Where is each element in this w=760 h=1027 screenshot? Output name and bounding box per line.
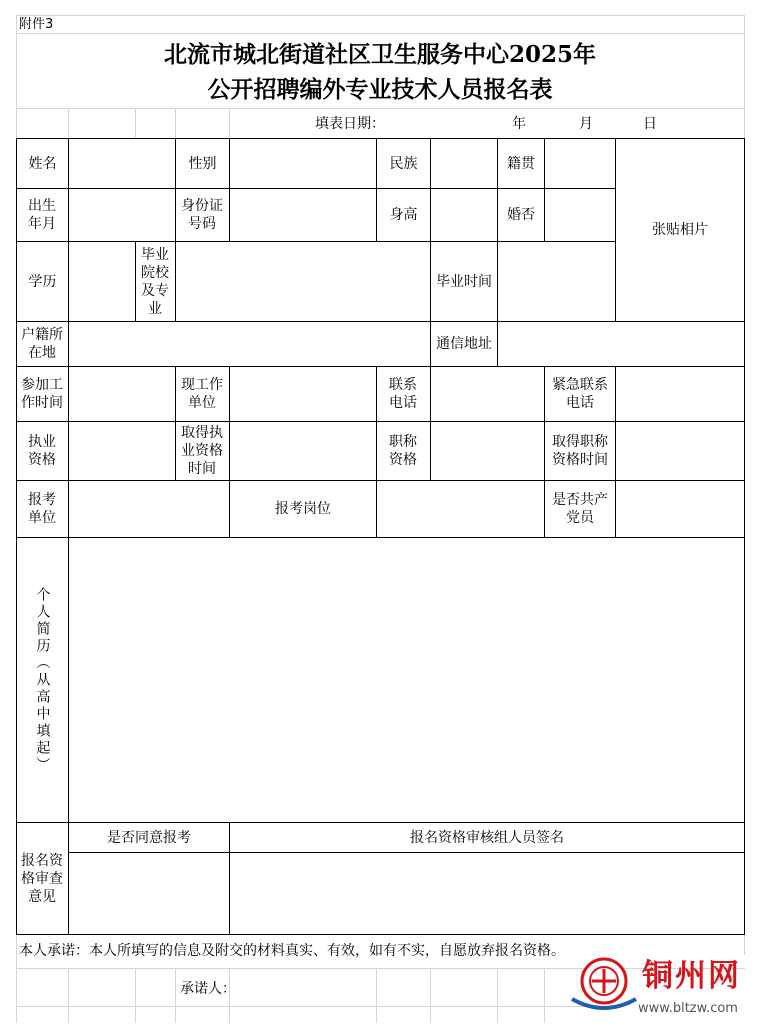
table-border <box>376 366 377 537</box>
label-current-employer: 现工作单位 <box>181 377 223 411</box>
grid-line <box>229 108 230 138</box>
label-ethnicity: 民族 <box>389 155 418 172</box>
watermark-brand: 铜州网 <box>642 958 741 994</box>
table-border <box>135 241 136 321</box>
table-border <box>68 852 745 853</box>
table-border <box>544 366 545 537</box>
grid-line <box>497 968 498 1023</box>
label-education: 学历 <box>28 273 57 290</box>
site-watermark <box>568 955 760 1023</box>
form-title-line-2: 公开招聘编外专业技术人员报名表 <box>207 76 553 103</box>
label-address: 通信地址 <box>436 336 492 352</box>
table-border <box>16 421 745 422</box>
resume-label-cell <box>17 538 68 822</box>
date-month: 月 <box>579 116 593 132</box>
form-title-line-1: 北流市城北街道社区卫生服务中心2025年 <box>163 41 596 68</box>
table-border <box>16 241 616 242</box>
table-border <box>16 366 745 367</box>
label-resume: 个人简历（从高中填起） <box>34 586 51 774</box>
label-id-number: 身份证号码 <box>181 198 223 232</box>
grid-line <box>430 968 431 1023</box>
table-border <box>615 366 616 537</box>
label-marital: 婚否 <box>507 207 535 223</box>
grid-line <box>16 33 745 34</box>
pledge-statement: 本人承诺：本人所填写的信息及附交的材料真实、有效，如有不实，自愿放弃报名资格。 <box>19 943 565 959</box>
table-border <box>16 321 745 322</box>
label-school-major: 毕业院校及专业 <box>141 246 169 317</box>
grid-line <box>16 108 745 109</box>
label-apply-unit: 报考单位 <box>28 492 56 526</box>
label-birth: 出生年月 <box>28 198 56 232</box>
label-license: 执业资格 <box>28 434 56 468</box>
label-emergency-phone: 紧急联系电话 <box>552 377 608 411</box>
table-border <box>544 138 545 241</box>
label-pledger: 承诺人： <box>180 981 236 997</box>
date-day: 日 <box>643 116 657 132</box>
label-grad-time: 毕业时间 <box>436 273 492 290</box>
label-license-time: 取得执业资格时间 <box>181 425 223 477</box>
table-border <box>16 480 745 481</box>
grid-line <box>175 968 176 1023</box>
table-border <box>229 138 230 241</box>
label-party-member: 是否共产党员 <box>552 492 608 526</box>
table-border <box>16 537 745 538</box>
grid-line <box>376 968 377 1023</box>
table-border <box>68 138 69 935</box>
label-title-time: 取得职称资格时间 <box>552 434 608 468</box>
label-household: 户籍所在地 <box>21 327 63 361</box>
label-review-sign: 报名资格审核组人员签名 <box>410 829 564 846</box>
date-label: 填表日期： <box>315 116 385 132</box>
grid-line <box>68 108 69 138</box>
attachment-label: 附件3 <box>19 17 54 32</box>
label-name: 姓名 <box>28 155 57 172</box>
grid-line <box>135 108 136 138</box>
table-border <box>175 366 176 480</box>
date-year: 年 <box>512 116 526 132</box>
label-title-qual: 职称资格 <box>389 434 417 468</box>
table-border <box>430 366 431 480</box>
label-gender: 性别 <box>188 155 217 172</box>
label-height: 身高 <box>389 207 418 223</box>
label-agree: 是否同意报考 <box>107 829 191 846</box>
photo-placeholder: 张贴相片 <box>652 222 708 238</box>
grid-line <box>544 968 545 1023</box>
grid-line <box>175 108 176 138</box>
label-work-start: 参加工作时间 <box>21 377 63 411</box>
grid-line <box>16 1006 616 1007</box>
watermark-url: www.bltzw.com <box>638 1001 738 1016</box>
label-native-place: 籍贯 <box>507 155 535 172</box>
table-border <box>744 138 745 935</box>
label-apply-post: 报考岗位 <box>275 501 331 517</box>
label-review: 报名资格审查意见 <box>21 852 63 905</box>
grid-line <box>16 15 745 16</box>
grid-line <box>68 968 69 1023</box>
table-border <box>16 934 745 935</box>
label-phone: 联系电话 <box>389 377 417 411</box>
grid-line <box>135 968 136 1023</box>
